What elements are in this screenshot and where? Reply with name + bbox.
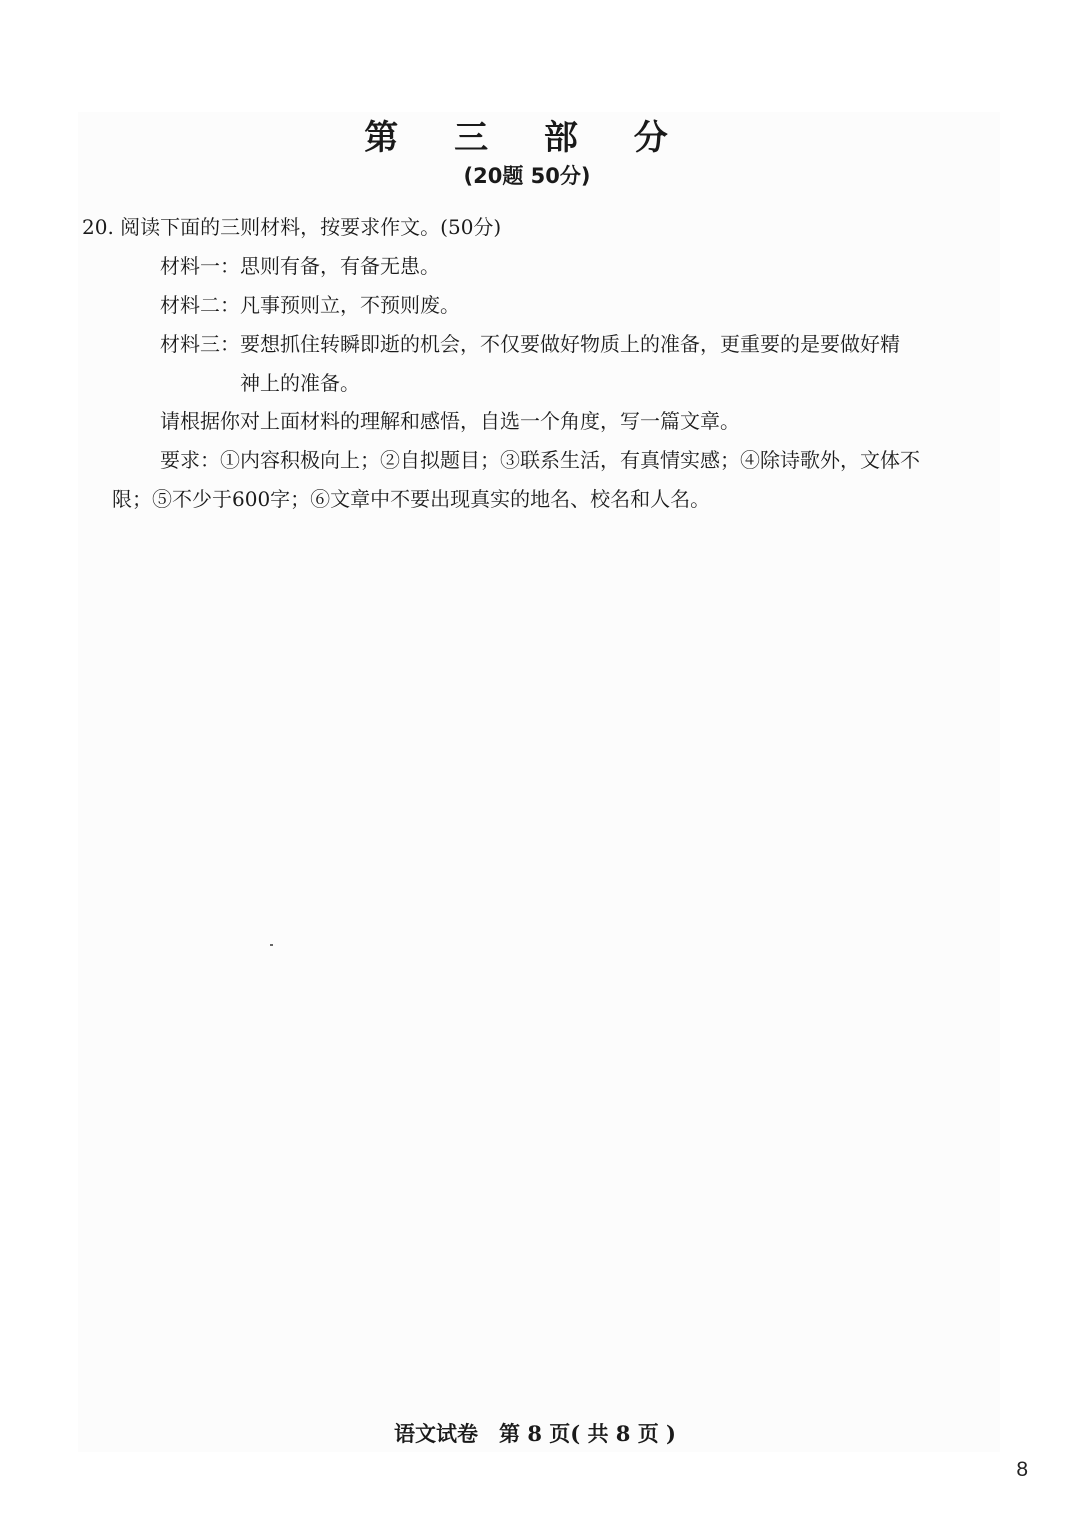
material-one-text: 思则有备，有备无患。 (240, 254, 440, 278)
material-three-continuation: 神上的准备。 (240, 371, 360, 395)
material-three-text: 要想抓住转瞬即逝的机会，不仅要做好物质上的准备，更重要的是要做好精 (240, 332, 900, 356)
requirements-line-2: 限；⑤不少于600字；⑥文章中不要出现真实的地名、校名和人名。 (112, 487, 711, 511)
page-footer: 语文试卷 第 8 页( 共 8 页 ) (394, 1421, 676, 1446)
question-heading: 20. 阅读下面的三则材料，按要求作文。(50分) (82, 215, 502, 239)
section-score: (20题 50分) (463, 164, 591, 188)
material-two-text: 凡事预则立，不预则废。 (240, 293, 460, 317)
writing-task: 请根据你对上面材料的理解和感悟，自选一个角度，写一篇文章。 (160, 409, 740, 433)
material-one (160, 251, 440, 281)
section-title: 第 三 部 分 (364, 118, 690, 158)
material-three-label: 材料三： (160, 332, 240, 356)
requirements-line-1: 要求：①内容积极向上；②自拟题目；③联系生活，有真情实感；④除诗歌外，文体不 (160, 448, 920, 472)
material-three (160, 329, 900, 359)
scan-speck (270, 944, 273, 946)
material-one-label: 材料一： (160, 254, 240, 278)
page-number: 8 (1016, 1458, 1028, 1481)
material-two (160, 290, 460, 320)
material-two-label: 材料二： (160, 293, 240, 317)
